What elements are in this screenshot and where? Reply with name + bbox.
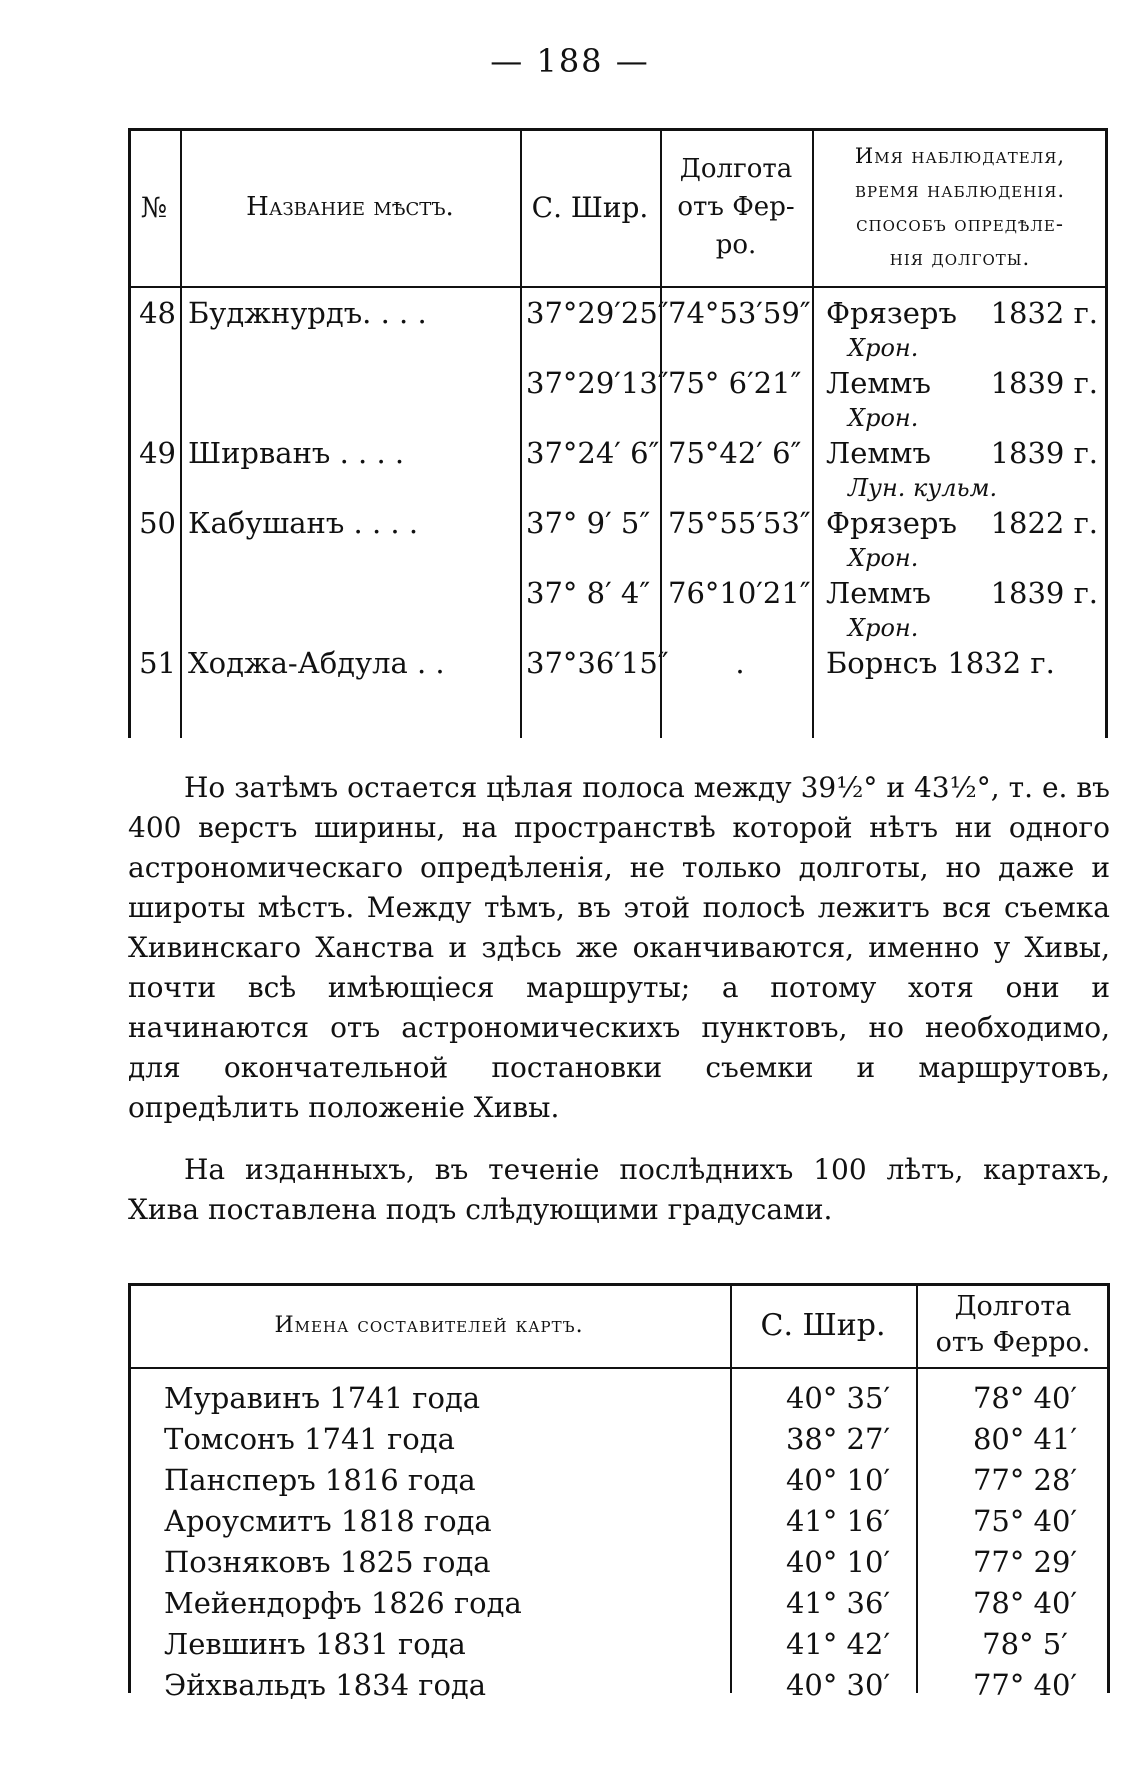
- observation-year: 1832 г.: [990, 296, 1098, 330]
- table-row: [128, 1422, 1110, 1463]
- header-place-name: Название мѣстъ.: [246, 192, 454, 222]
- table-row: [128, 576, 1108, 650]
- observer-name: Леммъ: [826, 576, 931, 610]
- header-observer-line: время наблюденія.: [854, 178, 1066, 202]
- longitude: 77° 40′: [972, 1668, 1078, 1702]
- table-row: [128, 366, 1108, 440]
- map-author: Эйхвальдъ 1834 года: [164, 1668, 487, 1702]
- page-number: — 188 —: [490, 42, 650, 80]
- header-longitude-line: ро.: [715, 230, 757, 260]
- longitude: 77° 29′: [972, 1545, 1078, 1579]
- observation-year: 1839 г.: [990, 366, 1098, 400]
- map-author: Муравинъ 1741 года: [164, 1381, 481, 1415]
- latitude: 37°24′ 6″: [526, 436, 660, 470]
- table-row: [128, 1586, 1110, 1627]
- observer-cell: [826, 366, 1098, 400]
- table-row: [128, 1545, 1110, 1586]
- body-text: [128, 768, 1110, 1128]
- method: Хрон.: [848, 544, 919, 572]
- longitude: 74°53′59″: [668, 296, 811, 330]
- table-row: [128, 1504, 1110, 1545]
- table-row: [128, 1463, 1110, 1504]
- header-longitude-line: отъ Фер-: [677, 192, 795, 222]
- header-latitude: С. Шир.: [760, 1307, 886, 1343]
- longitude: 78° 40′: [972, 1586, 1078, 1620]
- longitude: 78° 40′: [972, 1381, 1078, 1415]
- body-text: [128, 1150, 1110, 1230]
- row-number: 48: [139, 296, 176, 330]
- observations-table: [128, 128, 1108, 738]
- latitude: 37°36′15″: [526, 646, 669, 680]
- observation-year: 1839 г.: [990, 576, 1098, 610]
- observation-year: 1839 г.: [990, 436, 1098, 470]
- table-row: [128, 1668, 1110, 1702]
- latitude: 37° 8′ 4″: [526, 576, 651, 610]
- longitude: 78° 5′: [982, 1627, 1068, 1661]
- method: Хрон.: [848, 334, 919, 362]
- longitude: .: [735, 646, 745, 680]
- observer-cell: [826, 646, 1098, 680]
- header-latitude: С. Шир.: [531, 190, 649, 224]
- row-number: 50: [139, 506, 176, 540]
- observer-cell: [826, 506, 1098, 540]
- observer-name: Фрязеръ: [826, 506, 957, 540]
- longitude: 75°55′53″: [668, 506, 811, 540]
- table-row: [128, 506, 1108, 580]
- header-observer: [812, 128, 1108, 286]
- map-author: Ароусмитъ 1818 года: [164, 1504, 492, 1538]
- method: Лун. кульм.: [848, 474, 998, 502]
- header-longitude-line: Долгота: [954, 1291, 1072, 1322]
- paragraph: Но затѣмъ остается цѣлая полоса между 39½° и 43½°, т. е. въ 400 верстъ ширины, на пространствѣ которой нѣтъ ни одного астрономическаго опредѣленія, не только долготы, но даже и широты мѣстъ. Между тѣмъ, въ этой полосѣ лежитъ вся съемка Хивинскаго Ханства и здѣсь же оканчиваются, именно у Хивы, почти всѣ имѣющіеся маршруты; а потому хотя они и начинаются отъ астрономическихъ пунктовъ, но необходимо, для окончательной постановки съемки и маршрутовъ, опредѣлить положеніе Хивы.: [128, 771, 1110, 1124]
- observer-cell: [826, 436, 1098, 470]
- map-author: Левшинъ 1831 года: [164, 1627, 466, 1661]
- latitude: 38° 27′: [785, 1422, 891, 1456]
- longitude: 75°42′ 6″: [668, 436, 802, 470]
- header-longitude-line: отъ Ферро.: [935, 1327, 1091, 1358]
- header-number: №: [140, 190, 168, 224]
- latitude: 37°29′25″: [526, 296, 669, 330]
- latitude: 37°29′13″: [526, 366, 669, 400]
- latitude: 37° 9′ 5″: [526, 506, 651, 540]
- map-author: Позняковъ 1825 года: [164, 1545, 491, 1579]
- header-longitude: [660, 128, 812, 286]
- maps-table: [128, 1283, 1110, 1702]
- header-longitude-line: Долгота: [679, 154, 793, 184]
- header-longitude: [916, 1283, 1110, 1367]
- latitude: 41° 16′: [785, 1504, 891, 1538]
- longitude: 75° 40′: [972, 1504, 1078, 1538]
- header-map-authors: Имена составителей картъ.: [274, 1312, 584, 1338]
- row-number: 49: [139, 436, 176, 470]
- longitude: 75° 6′21″: [668, 366, 802, 400]
- latitude: 40° 35′: [785, 1381, 891, 1415]
- observation-year: 1822 г.: [990, 506, 1098, 540]
- row-number: 51: [139, 646, 176, 680]
- header-observer-line: нія долготы.: [889, 246, 1031, 270]
- header-observer-line: Имя наблюдателя,: [854, 144, 1066, 168]
- latitude: 40° 30′: [785, 1668, 891, 1702]
- table-header-divider: [128, 286, 1108, 288]
- table-row: [128, 436, 1108, 510]
- latitude: 41° 36′: [785, 1586, 891, 1620]
- place-name: Ходжа-Абдула . .: [188, 646, 445, 680]
- longitude: 77° 28′: [972, 1463, 1078, 1497]
- latitude: 40° 10′: [785, 1463, 891, 1497]
- latitude: 41° 42′: [785, 1627, 891, 1661]
- place-name: Буджнурдъ. . . .: [188, 296, 427, 330]
- observer-cell: [826, 576, 1098, 610]
- map-author: Томсонъ 1741 года: [164, 1422, 455, 1456]
- observer-name: Фрязеръ: [826, 296, 957, 330]
- place-name: Ширванъ . . . .: [188, 436, 405, 470]
- paragraph: На изданныхъ, въ теченіе послѣднихъ 100 лѣтъ, картахъ, Хива поставлена подъ слѣдующими градусами.: [128, 1153, 1110, 1226]
- table-header-divider: [128, 1367, 1110, 1369]
- place-name: Кабушанъ . . . .: [188, 506, 419, 540]
- map-author: Пансперъ 1816 года: [164, 1463, 476, 1497]
- table-row: [128, 296, 1108, 370]
- table-row: [128, 646, 1108, 720]
- header-observer-line: способъ опредѣле-: [856, 212, 1064, 236]
- observer-name: Борнсъ: [826, 646, 938, 680]
- longitude: 80° 41′: [972, 1422, 1078, 1456]
- method: Хрон.: [848, 404, 919, 432]
- method: Хрон.: [848, 614, 919, 642]
- map-author: Мейендорфъ 1826 года: [164, 1586, 522, 1620]
- table-row: [128, 1381, 1110, 1422]
- observation-year: 1832 г.: [947, 646, 1055, 680]
- table-row: [128, 1627, 1110, 1668]
- observer-name: Леммъ: [826, 366, 931, 400]
- longitude: 76°10′21″: [668, 576, 811, 610]
- observer-name: Леммъ: [826, 436, 931, 470]
- latitude: 40° 10′: [785, 1545, 891, 1579]
- observer-cell: [826, 296, 1098, 330]
